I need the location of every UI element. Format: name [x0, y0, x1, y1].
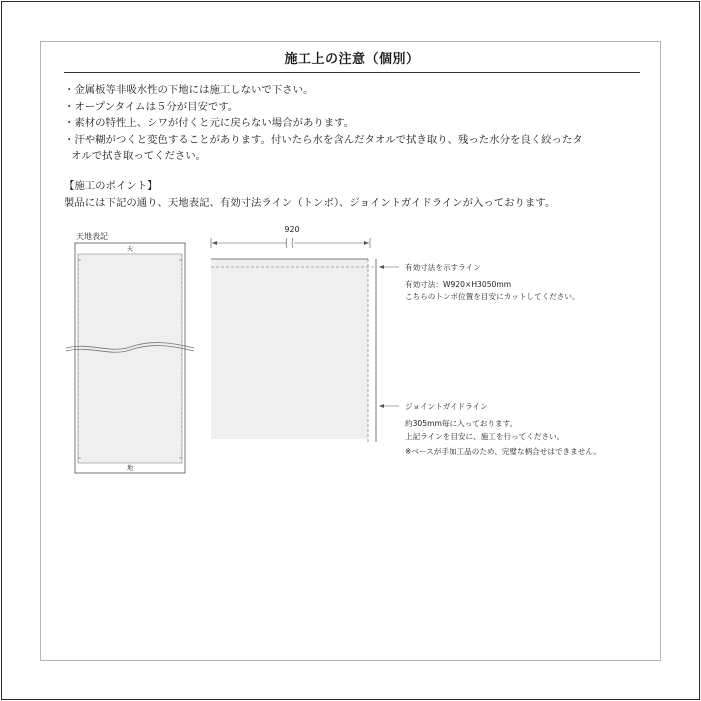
effective-callout-arrow: [379, 265, 384, 269]
joint-note-3: ※ベースが手加工品のため、完璧な柄合せはできません。: [405, 447, 601, 456]
note-item: ・オープンタイムは５分が目安です。: [64, 100, 239, 113]
dim-arrow-left: [212, 241, 217, 245]
effective-size: 有効寸法：W920×H3050mm: [405, 280, 512, 289]
dim-break-mark: [286, 238, 293, 248]
note-item: ・素材の特性上、シワが付くと元に戻らない場合があります。: [64, 117, 355, 129]
page-title: 施工上の注意（個別）: [284, 52, 420, 67]
dim-arrow-right: [364, 241, 369, 245]
points-description: 製品には下記の通り、天地表記、有効寸法ライン（トンボ）、ジョイントガイドラインが入っております。: [64, 196, 556, 209]
note-item-continued: オルで拭き取ってください。: [71, 150, 207, 162]
sheet-print-area: [78, 254, 182, 463]
orientation-label: 天地表記: [76, 232, 108, 241]
width-value: 920: [284, 225, 300, 234]
note-item: ・汗や糊がつくと変色することがあります。付いたら水を含んだタオルで拭き取り、残った水分を良く絞ったタ: [64, 133, 583, 146]
sheet-area: [211, 259, 368, 439]
effective-line-label: 有効寸法を示すライン: [405, 263, 481, 272]
joint-label: ジョイントガイドライン: [405, 402, 488, 411]
joint-callout-arrow: [379, 404, 384, 408]
bottom-mark: 地: [126, 465, 134, 472]
dimension-diagram: [211, 225, 601, 456]
effective-note: こちらのトンボ位置を目安にカットしてください。: [405, 292, 580, 301]
joint-note-1: 約305mm毎に入っております。: [405, 419, 518, 428]
orientation-diagram: [66, 231, 194, 473]
joint-note-2: 上記ラインを目安に、施工を行ってください。: [405, 432, 565, 441]
note-item: ・金属板等非吸水性の下地には施工しないで下さい。: [64, 84, 314, 96]
top-mark: 天: [126, 246, 134, 253]
points-heading: 【施工のポイント】: [64, 180, 158, 192]
